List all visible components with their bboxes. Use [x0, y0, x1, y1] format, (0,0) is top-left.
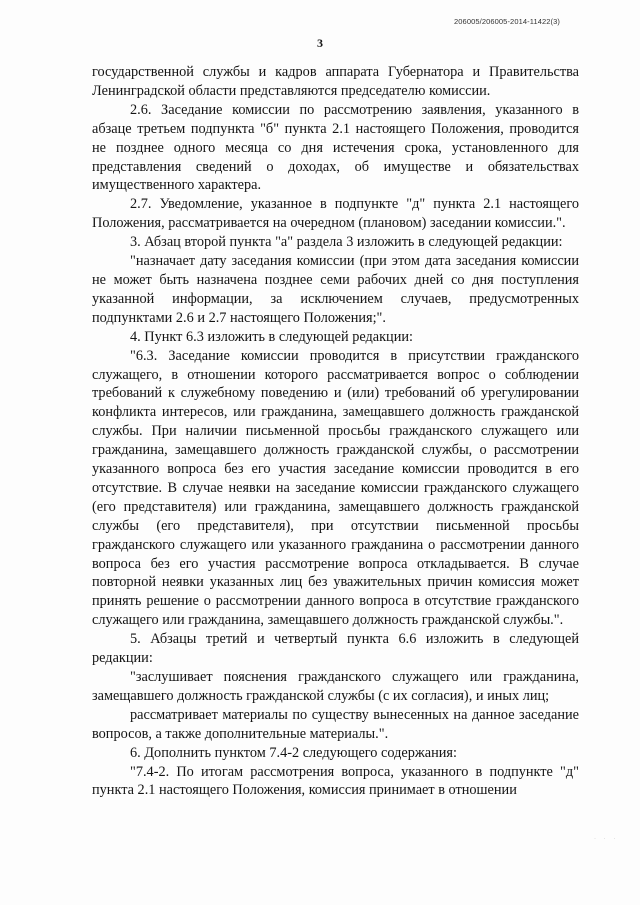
paragraph: 2.7. Уведомление, указанное в подпункте "д" пункта 2.1 настоящего Положения, рассматривается на очередном (плановом) заседании комиссии.". — [92, 196, 579, 232]
paragraph: "заслушивает пояснения гражданского служащего или гражданина, замещавшего должность гражданской службы (с их согласия), и иных лиц; — [92, 669, 579, 704]
document-id: 206005/206005-2014-11422(3) — [454, 17, 560, 26]
paragraph: "7.4-2. По итогам рассмотрения вопроса, указанного в подпункте "д" пункта 2.1 настоящего Положения, комиссия принимает в отношении — [92, 763, 579, 799]
paragraph: "6.3. Заседание комиссии проводится в присутствии гражданского служащего, в отношении которого рассматривается вопрос о соблюдении требований к служебному поведению и (или) требований об урегулировании конфликта интересов, или гражданина, замещавшего должность гражданской службы. При наличии письменной просьбы гражданского служащего или гражданина, замещавшего должность гражданской службы, о рассмотрении указанного вопроса без его участия заседание комиссии проводится в его отсутствие. В случае неявки на заседание комиссии гражданского служащего (его представителя) или гражданина, замещавшего должность гражданской службы (его представителя), при отсутствии письменной просьбы гражданского служащего или указанного гражданина о рассмотрении данного вопроса без его участия рассмотрение вопроса откладывается. В случае повторной неявки указанных лиц без уважительных причин комиссия может принять решение о рассмотрении данного вопроса в отсутствие гражданского служащего или гражданина, замещавшего должность гражданской службы.". — [92, 347, 579, 629]
paragraph: 2.6. Заседание комиссии по рассмотрению заявления, указанного в абзаце третьем подпункта "б" пункта 2.1 настоящего Положения, проводится не позднее одного месяца со дня истечения срока, установленного для представления сведений о доходах, об имуществе и обязательствах имущественного характера. — [92, 101, 579, 194]
paragraph: 6. Дополнить пунктом 7.4-2 следующего содержания: — [130, 744, 457, 761]
paragraph: "назначает дату заседания комиссии (при этом дата заседания комиссии не может быть назначена позднее семи рабочих дней со дня поступления указанной информации, за исключением случаев, предусмотренных подпунктами 2.6 и 2.7 настоящего Положения;". — [92, 253, 579, 326]
document-body — [92, 63, 579, 800]
paragraph: 3. Абзац второй пункта "а" раздела 3 изложить в следующей редакции: — [130, 234, 563, 251]
paragraph: 4. Пункт 6.3 изложить в следующей редакции: — [130, 328, 413, 345]
paragraph: рассматривает материалы по существу вынесенных на данное заседание вопросов, а также дополнительные материалы.". — [92, 706, 579, 742]
paragraph: 5. Абзацы третий и четвертый пункта 6.6 изложить в следующей редакции: — [92, 631, 579, 667]
paragraph: государственной службы и кадров аппарата Губернатора и Правительства Ленинградской области представляются председателю комиссии. — [92, 64, 579, 99]
page-number: 3 — [317, 36, 323, 50]
scan-speck: · · · — [594, 836, 619, 842]
